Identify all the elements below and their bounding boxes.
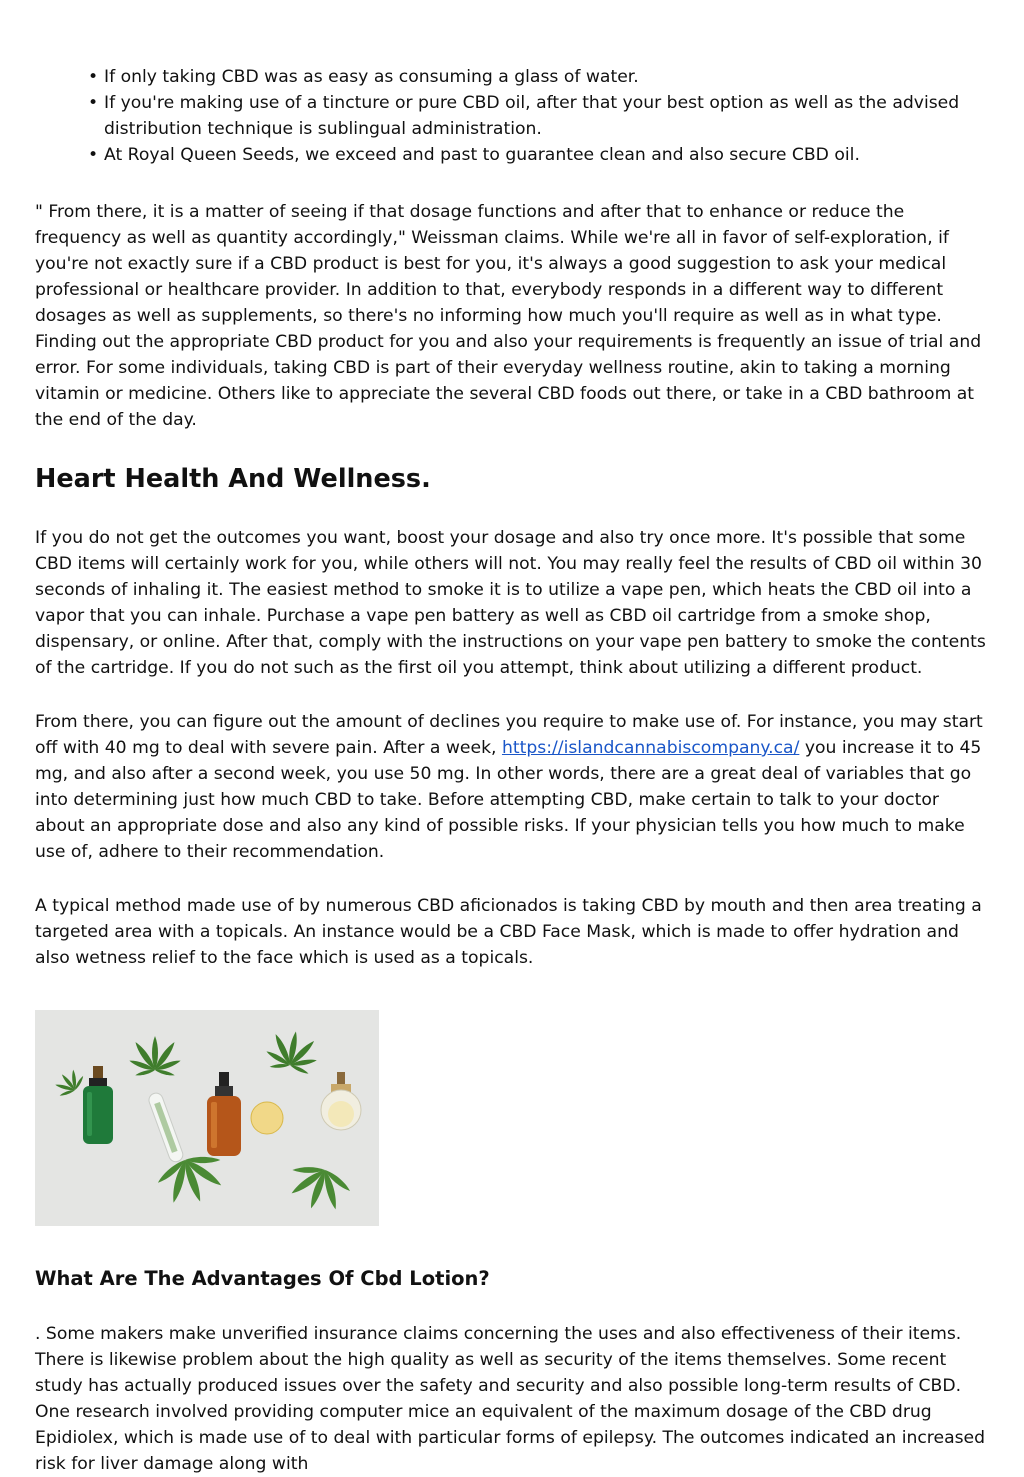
list-item <box>88 64 993 90</box>
heading-cbd-lotion: What Are The Advantages Of Cbd Lotion? <box>35 1267 490 1290</box>
cbd-oil-photo <box>35 1010 379 1226</box>
list-item <box>88 90 993 142</box>
paragraph-dosage-intro: " From there, it is a matter of seeing if that dosage functions and after that to enhance or reduce the frequency as well as quantity accordingly," Weissman claims. While we're all in favor of self-exploration, if you're not exactly sure if a CBD product is best for you, it's always a good suggestion to ask your medical professional or healthcare provider. In addition to that, everybody responds in a different way to different dosages as well as supplements, so there's no informing how much you'll require as well as in what type. Finding out the appropriate CBD product for you and also your requirements is frequently an issue of trial and error. For some individuals, taking CBD is part of their everyday wellness routine, akin to taking a morning vitamin or medicine. Others like to appreciate the several CBD foods out there, or take in a CBD bathroom at the end of the day. <box>35 202 982 430</box>
list-item-text: At Royal Queen Seeds, we exceed and past to guarantee clean and also secure CBD oil. <box>104 145 860 165</box>
list-item <box>88 142 993 168</box>
bullet-icon: • <box>88 145 99 165</box>
paragraph-vape: If you do not get the outcomes you want, boost your dosage and also try once more. It's possible that some CBD items will certainly work for you, while others will not. You may really feel the results of CBD oil within 30 seconds of inhaling it. The easiest method to smoke it is to utilize a vape pen, which heats the CBD oil into a vapor that you can inhale. Purchase a vape pen battery as well as CBD oil cartridge from a smoke shop, dispensary, or online. After that, comply with the instructions on your vape pen battery to smoke the contents of the cartridge. If you do not such as the first oil you attempt, think about utilizing a different product. <box>35 528 986 678</box>
paragraph-text-after-link: you increase it to 45 mg, and also after a second week, you use 50 mg. In other words, there are a great deal of variables that go into determining just how much CBD to take. Before attempting CBD, make certain to talk to your doctor about an appropriate dose and also any kind of possible risks. If your physician tells you how much to make use of, adhere to their recommendation. <box>35 738 982 862</box>
list-item-text: If you're making use of a tincture or pure CBD oil, after that your best option as well as the advised distribution technique is sublingual administration. <box>104 93 960 139</box>
bullet-list <box>35 64 993 168</box>
bullet-icon: • <box>88 93 99 113</box>
heading-heart-health: Heart Health And Wellness. <box>35 464 431 494</box>
paragraph-safety: . Some makers make unverified insurance claims concerning the uses and also effectiveness of their items. There is likewise problem about the high quality as well as security of the items themselves. Some recent study has actually produced issues over the safety and security and also possible long-term results of CBD. One research involved providing computer mice an equivalent of the maximum dosage of the CBD drug Epidiolex, which is made use of to deal with particular forms of epilepsy. The outcomes indicated an increased risk for liver damage along with <box>35 1324 986 1474</box>
oil-glass-icon <box>251 1102 283 1134</box>
paragraph-topicals: A typical method made use of by numerous CBD aficionados is taking CBD by mouth and then area treating a targeted area with a topicals. An instance would be a CBD Face Mask, which is made to offer hydration and also wetness relief to the face which is used as a topicals. <box>35 896 982 968</box>
paragraph-dosage-steps <box>35 709 993 865</box>
article <box>35 64 993 1477</box>
bullet-icon: • <box>88 67 99 87</box>
island-cannabis-link[interactable]: https://islandcannabiscompany.ca/ <box>501 738 800 758</box>
paragraph-text-before-link: From there, you can figure out the amount of declines you require to make use of. For instance, you may start off with 40 mg to deal with severe pain. After a week, <box>35 712 983 758</box>
list-item-text: If only taking CBD was as easy as consuming a glass of water. <box>104 67 639 87</box>
